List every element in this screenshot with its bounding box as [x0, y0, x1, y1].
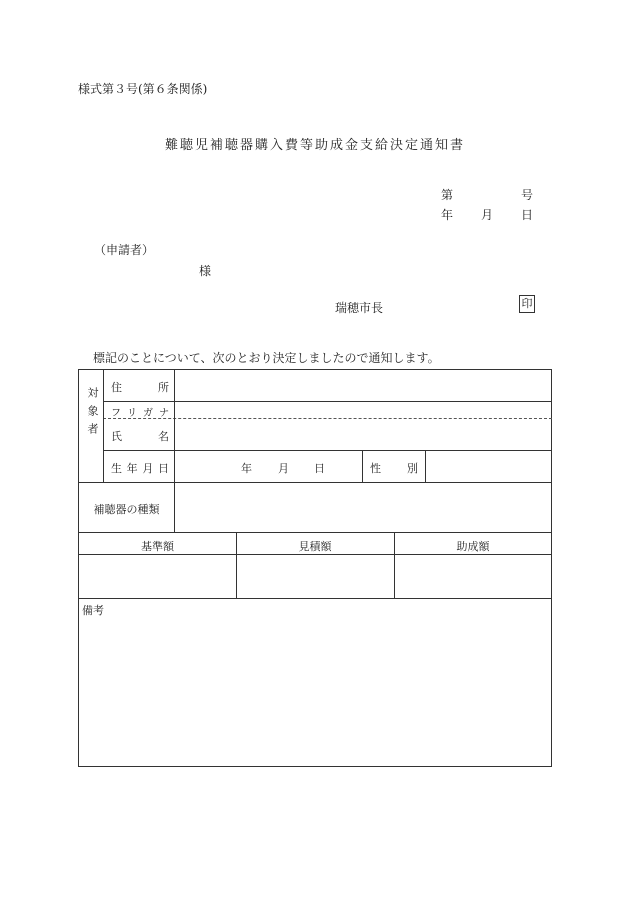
doc-date-year: 年 [441, 208, 454, 222]
subject-label: 対象者 [86, 387, 99, 441]
birth-month-marker: 月 [278, 462, 289, 475]
document-title: 難聴児補聴器購入費等助成金支給決定通知書 [164, 138, 465, 153]
gender-label: 性 別 [370, 462, 418, 475]
form-code: 様式第３号(第６条関係) [78, 82, 208, 96]
rule-gender-left [362, 450, 363, 482]
name-label: 氏 名 [111, 430, 169, 443]
doc-number-prefix: 第 [441, 188, 454, 202]
document-date [441, 206, 533, 223]
device-type-label: 補聴器の種類 [93, 503, 160, 516]
rule-amount-header-bottom [79, 554, 552, 555]
applicant-label: （申請者） [94, 243, 155, 257]
application-table [78, 369, 552, 767]
subsidy-amount-header: 助成額 [456, 540, 490, 553]
rule-gender-right [425, 450, 426, 482]
intro-text: 標記のことについて、次のとおり決定しましたので通知します。 [93, 351, 440, 365]
doc-number-suffix: 号 [520, 188, 533, 202]
rule-address-bottom [103, 401, 552, 402]
remarks-label: 備考 [82, 604, 104, 617]
rule-device-bottom [79, 532, 552, 533]
doc-date-day: 日 [520, 208, 533, 222]
standard-amount-header: 基準額 [141, 540, 174, 553]
doc-date-month: 月 [480, 208, 493, 222]
rule-furigana-dashed [103, 418, 552, 419]
estimate-amount-header: 見積額 [298, 540, 332, 553]
birth-day-marker: 日 [314, 462, 325, 475]
recipient-honorific: 様 [199, 264, 212, 278]
birthdate-label: 生 年 月 日 [111, 462, 169, 475]
address-label: 住 所 [111, 381, 169, 394]
rule-label-column [174, 370, 175, 532]
furigana-label: フ リ ガ ナ [111, 408, 169, 419]
rule-amount-bottom [79, 598, 552, 599]
seal-mark: 印 [519, 295, 535, 313]
birth-year-marker: 年 [241, 462, 252, 475]
rule-birth-bottom [79, 482, 552, 483]
rule-subject-column [103, 370, 104, 482]
document-number [441, 186, 533, 203]
issuer-title: 瑞穂市長 [335, 301, 384, 315]
rule-name-bottom [103, 450, 552, 451]
